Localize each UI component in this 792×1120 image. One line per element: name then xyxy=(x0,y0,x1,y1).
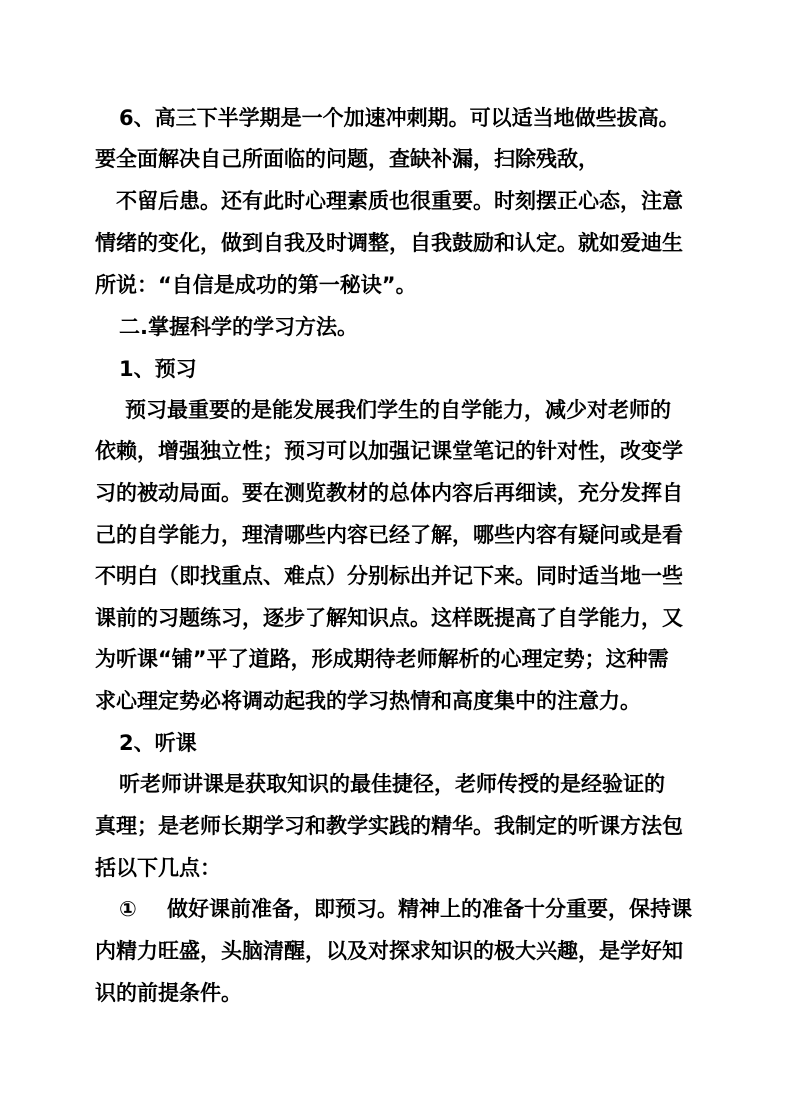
paragraph-line-21: 内精力旺盛，头脑清醒，以及对探求知识的极大兴趣，是学好知 xyxy=(95,939,683,963)
paragraph-line-14: 为听课“铺”平了道路，形成期待老师解析的心理定势；这种需 xyxy=(95,647,669,671)
paragraph-line-11: 己的自学能力，理清哪些内容已经了解，哪些内容有疑问或是看 xyxy=(95,523,683,547)
list-item-1-text: 做好课前准备，即预习。精神上的准备十分重要，保持课 xyxy=(167,897,692,921)
paragraph-line-18: 真理；是老师长期学习和教学实践的精华。我制定的听课方法包 xyxy=(95,814,683,838)
paragraph-line-17: 听老师讲课是获取知识的最佳捷径，老师传授的是经验证的 xyxy=(119,772,665,796)
subsection-heading-listening: 2、听课 xyxy=(119,731,197,755)
list-item-1 xyxy=(119,895,692,923)
paragraph-line-5: 所说：“自信是成功的第一秘诀”。 xyxy=(95,273,417,297)
paragraph-line-10: 习的被动局面。要在测览教材的总体内容后再细读，充分发挥自 xyxy=(95,481,683,505)
subsection-heading-preview: 1、预习 xyxy=(119,357,197,381)
paragraph-line-9: 依赖，增强独立性；预习可以加强记课堂笔记的针对性，改变学 xyxy=(95,439,683,463)
paragraph-line-2: 要全面解决自己所面临的问题，查缺补漏，扫除残敌， xyxy=(95,147,599,171)
section-heading: 二.掌握科学的学习方法。 xyxy=(119,315,358,339)
paragraph-line-13: 课前的习题练习，逐步了解知识点。这样既提高了自学能力，又 xyxy=(95,606,683,630)
paragraph-line-1: 6、高三下半学期是一个加速冲刺期。可以适当地做些拔高。 xyxy=(119,106,680,130)
paragraph-line-4: 情绪的变化，做到自我及时调整，自我鼓励和认定。就如爱迪生 xyxy=(95,231,683,255)
paragraph-line-22: 识的前提条件。 xyxy=(95,981,242,1005)
paragraph-line-3: 不留后患。还有此时心理素质也很重要。时刻摆正心态，注意 xyxy=(116,189,683,213)
paragraph-line-19: 括以下几点： xyxy=(95,856,221,880)
paragraph-line-15: 求心理定势必将调动起我的学习热情和高度集中的注意力。 xyxy=(95,689,641,713)
paragraph-line-12: 不明白（即找重点、难点）分别标出并记下来。同时适当地一些 xyxy=(95,564,683,588)
list-marker: ① xyxy=(119,897,137,921)
paragraph-line-8: 预习最重要的是能发展我们学生的自学能力，减少对老师的 xyxy=(125,398,671,422)
